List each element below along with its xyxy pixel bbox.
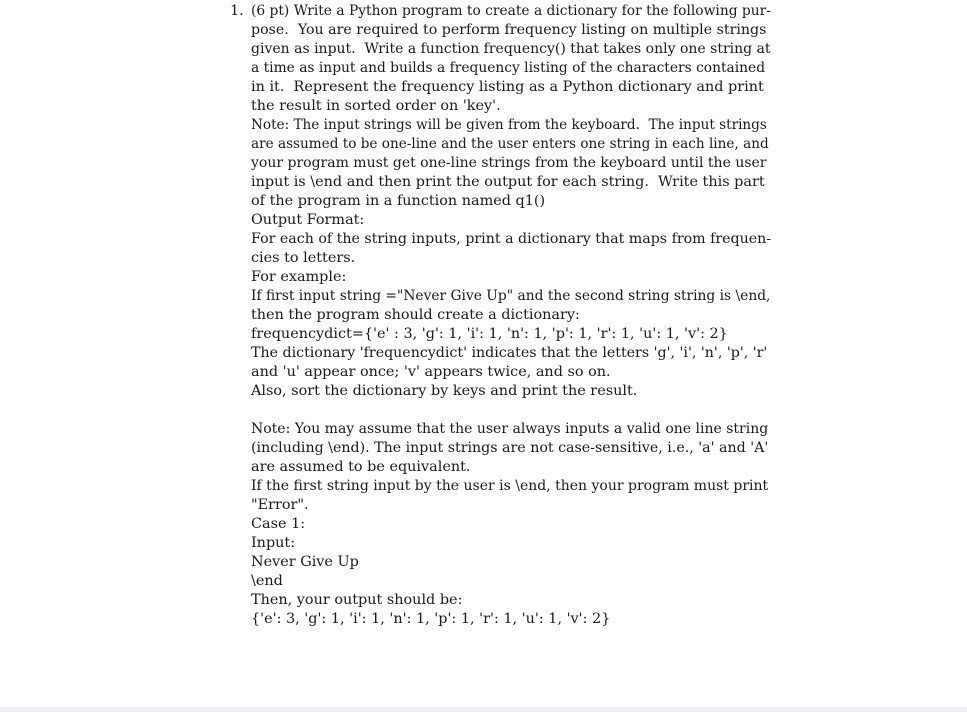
text-line: Note: You may assume that the user always inputs a valid one line string: [251, 421, 769, 437]
text-line: cies to letters.: [251, 250, 356, 266]
text-line: input is \end and then print the output for each string. Write this part: [251, 174, 765, 190]
text-line: Input:: [251, 535, 296, 551]
text-line: pose. You are required to perform frequency listing on multiple strings: [251, 22, 767, 38]
text-line: are assumed to be equivalent.: [251, 459, 471, 475]
text-line: a time as input and builds a frequency listing of the characters contained: [251, 60, 766, 76]
text-line: are assumed to be one-line and the user enters one string in each line, and: [251, 136, 769, 152]
question-body: [251, 2, 771, 629]
text-line: If first input string ="Never Give Up" and the second string string is \end,: [251, 288, 771, 304]
text-line: Also, sort the dictionary by keys and print the result.: [251, 383, 638, 399]
text-line: given as input. Write a function frequency() that takes only one string at: [251, 41, 771, 57]
text-line: (6 pt) Write a Python program to create a dictionary for the following pur-: [251, 3, 771, 19]
text-line: For each of the string inputs, print a dictionary that maps from frequen-: [251, 231, 772, 247]
text-line: frequencydict={'e' : 3, 'g': 1, 'i': 1, 'n': 1, 'p': 1, 'r': 1, 'u': 1, 'v': 2}: [251, 326, 728, 342]
text-line: your program must get one-line strings from the keyboard until the user: [251, 155, 767, 171]
text-line: in it. Represent the frequency listing as a Python dictionary and print: [251, 79, 764, 95]
text-line: The dictionary 'frequencydict' indicates that the letters 'g', 'i', 'n', 'p', 'r': [251, 345, 768, 361]
text-line: {'e': 3, 'g': 1, 'i': 1, 'n': 1, 'p': 1, 'r': 1, 'u': 1, 'v': 2}: [251, 611, 611, 627]
text-line: \end: [251, 573, 283, 589]
text-line: Then, your output should be:: [251, 592, 463, 608]
text-line: If the first string input by the user is \end, then your program must print: [251, 478, 769, 494]
question-number: 1.: [230, 3, 244, 19]
text-line: the result in sorted order on 'key'.: [251, 98, 501, 114]
bottom-divider: [0, 707, 967, 712]
text-line: "Error".: [251, 497, 309, 513]
text-line: Never Give Up: [251, 554, 359, 570]
text-line: Note: The input strings will be given from the keyboard. The input strings: [251, 117, 767, 133]
blank-line: [251, 401, 771, 420]
text-line: For example:: [251, 269, 347, 285]
text-line: Output Format:: [251, 212, 365, 228]
text-line: of the program in a function named q1(): [251, 193, 546, 209]
text-line: Case 1:: [251, 516, 306, 532]
text-line: then the program should create a dictionary:: [251, 307, 580, 323]
text-line: and 'u' appear once; 'v' appears twice, and so on.: [251, 364, 611, 380]
text-line: (including \end). The input strings are not case-sensitive, i.e., 'a' and 'A': [251, 440, 769, 456]
